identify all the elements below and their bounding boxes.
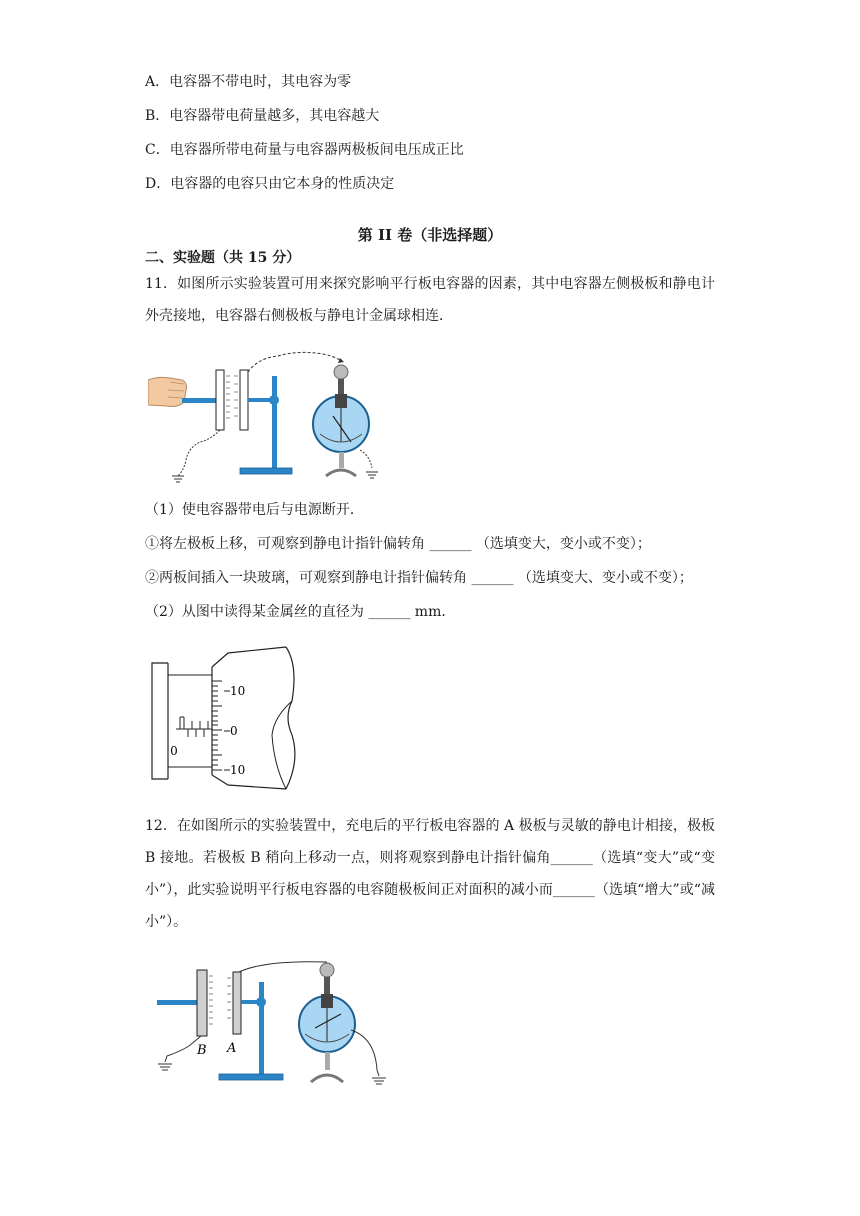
q11-sub2: （2）从图中读得某金属丝的直径为 ______ mm． bbox=[145, 604, 456, 620]
option-d: D．电容器的电容只由它本身的性质决定 bbox=[145, 176, 395, 192]
option-b: B．电容器带电荷量越多，其电容越大 bbox=[145, 108, 380, 124]
q11-sub1a: ①将左极板上移，可观察到静电计指针偏转角 ______ （选填变大，变小或不变）； bbox=[145, 536, 651, 552]
thimble-label-middle: 0 bbox=[230, 724, 238, 738]
option-c: C．电容器所带电荷量与电容器两极板间电压成正比 bbox=[145, 142, 464, 158]
plate-b-label: B bbox=[197, 1043, 207, 1058]
thimble-label-top: 10 bbox=[230, 684, 246, 698]
q11-sub1b: ②两板间插入一块玻璃，可观察到静电计指针偏转角 ______ （选填变大、变小或不变）； bbox=[145, 570, 693, 586]
plate-a-label: A bbox=[227, 1041, 237, 1056]
q12-stem: 12．在如图所示的实验装置中，充电后的平行板电容器的 A 极板与灵敏的静电计相接，极板 B 接地。若极板 B 稍向上移动一点，则将观察到静电计指针偏角______（选填“变大”或“变小”），此实验说明平行板电容器的电容随极板间正对面积的减小而______（选填“增大”或“减小”）。 bbox=[145, 818, 715, 930]
q11-sub1: （1）使电容器带电后与电源断开． bbox=[145, 502, 364, 518]
section-title: 第 II 卷（非选择题） bbox=[357, 226, 503, 244]
thimble-label-bottom: 10 bbox=[230, 763, 246, 777]
figure-capacitor-electrometer bbox=[148, 350, 418, 485]
figure-micrometer bbox=[146, 645, 306, 790]
figure-plates-ab bbox=[155, 958, 395, 1093]
sleeve-zero-label: 0 bbox=[170, 744, 178, 758]
part-heading: 二、实验题（共 15 分） bbox=[145, 250, 301, 266]
q11-stem: 11．如图所示实验装置可用来探究影响平行板电容器的因素，其中电容器左侧极板和静电计外壳接地，电容器右侧极板与静电计金属球相连． bbox=[145, 276, 715, 324]
option-a: A．电容器不带电时，其电容为零 bbox=[145, 74, 352, 90]
